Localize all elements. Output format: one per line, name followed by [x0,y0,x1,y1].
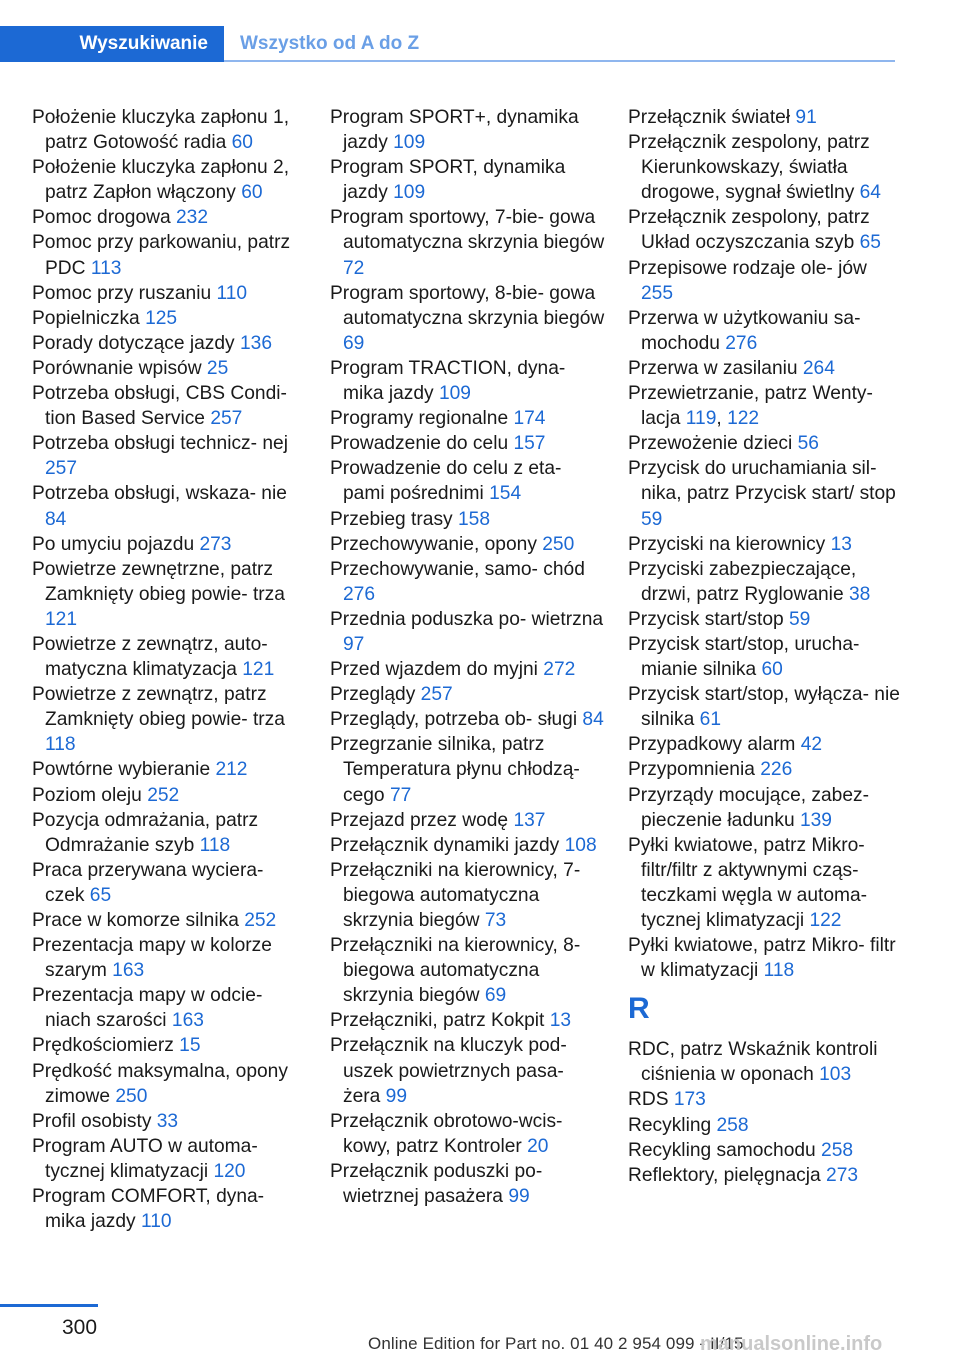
index-entry-text: Popielniczka [32,307,146,329]
page-link[interactable]: 118 [763,960,795,982]
index-entry [330,1109,605,1159]
index-entry-text: Przegrzanie silnika, patrz Temperatura płynu chłodzą‐ cego [330,734,580,806]
index-entry-text: Recykling [628,1114,717,1136]
index-entry [32,858,307,908]
page-link[interactable]: 122 [809,910,842,931]
index-entry-text: Przyciski zabezpieczające, drzwi, patrz Ryglowanie [628,558,857,605]
index-entry [32,908,307,933]
index-entry [330,356,605,406]
index-entry-text: Przed wjazdem do myjni [330,659,544,681]
index-entry-text: Praca przerywana wyciera‐ czek [32,859,264,906]
page-link[interactable]: 13 [549,1010,572,1032]
index-entry-text: Przerwa w zasilaniu [628,357,803,379]
page-link[interactable]: 15 [179,1035,201,1057]
page-link[interactable]: 258 [716,1114,749,1136]
index-entry [628,1113,903,1138]
header-rule [224,60,895,62]
page-link[interactable]: 257 [45,458,78,480]
index-entry [32,557,307,632]
page-link[interactable]: 139 [799,809,832,831]
page-link[interactable]: 91 [795,107,817,128]
page-link[interactable]: 273 [199,533,232,555]
page-link[interactable]: 64 [859,182,881,204]
page-link[interactable]: 77 [389,784,412,806]
index-entry-text: Pozycja odmrażania, patrz Odmrażanie szyb [32,809,259,856]
index-entry [628,632,903,682]
page-link[interactable]: 163 [171,1010,204,1032]
page-link[interactable]: 157 [513,433,546,455]
index-entry-text: Przepisowe rodzaje ole‐ jów [628,257,867,279]
index-entry-text: Profil osobisty [32,1110,157,1132]
index-entry [32,682,307,757]
page-link[interactable]: 99 [508,1186,530,1208]
index-entry-text: Pyłki kwiatowe, patrz Mikro‐ filtr/filtr z aktywnymi cząs‐ teczkami węgla w automa‐ tycznej klimatyzacji [628,834,868,931]
index-entry [32,1184,307,1234]
page-link[interactable]: 264 [802,357,835,379]
index-entry-text: Powietrze z zewnątrz, patrz Zamknięty obieg powie‐ trza [32,684,285,731]
page-link[interactable]: 158 [457,508,490,530]
index-entry-text: RDS [628,1089,674,1111]
index-entry [32,1109,307,1134]
index-entry [330,205,605,280]
tab-a-to-z[interactable] [240,26,419,62]
index-entry [32,1134,307,1184]
index-entry [330,406,605,431]
page-link[interactable]: 109 [393,182,426,204]
index-entry [628,205,903,255]
index-entry-text: Przewożenie dzieci [628,433,798,455]
index-entry-text: Przeglądy [330,684,421,706]
page-link[interactable]: 60 [231,132,253,154]
page-link[interactable]: 108 [564,834,597,856]
page-link[interactable]: 257 [420,684,453,706]
page-link[interactable]: 33 [156,1110,179,1132]
header-tabs [0,26,895,62]
index-entry-text: Program COMFORT, dyna‐ mika jazdy [32,1186,265,1233]
index-entry [330,833,605,858]
page-link[interactable]: 84 [45,508,67,530]
index-entry [628,130,903,205]
index-entry-text: Reflektory, pielęgnacja [628,1164,827,1186]
index-entry [32,331,307,356]
page-link[interactable]: 121 [45,608,78,630]
page-link[interactable]: 212 [215,759,248,781]
index-entry-text: Przeglądy, potrzeba ob‐ sługi [330,709,583,731]
index-entry-text: Prędkość maksymalna, opony zimowe [32,1060,288,1107]
index-entry [628,356,903,381]
index-entry [628,532,903,557]
index-entry-text: Program sportowy, 7-bie‐ gowa automatyczna skrzynia biegów [330,207,605,254]
index-entry-text: Przełącznik świateł [628,107,796,128]
page-link[interactable]: 99 [385,1085,408,1107]
index-entry-text: Przyciski na kierownicy [628,533,831,555]
index-entry-text: Prezentacja mapy w odcie‐ niach szarości [32,985,263,1032]
index-entry-text: Przechowywanie, opony [330,533,543,555]
index-entry-text: Przypadkowy alarm [628,734,801,756]
index-entry [628,456,903,531]
index-entry-text: Potrzeba obsługi, CBS Condi‐ tion Based Service [32,383,287,430]
index-entry-text: Prowadzenie do celu [330,433,514,455]
index-entry [628,306,903,356]
index-entry-text: Przewietrzanie, patrz Wenty‐ lacja [628,383,873,430]
index-entry [32,431,307,481]
page-link[interactable]: 163 [112,960,145,982]
index-entry-text: Poziom oleju [32,784,148,806]
index-entry [330,707,605,732]
page-link[interactable]: 232 [175,207,208,229]
page-link[interactable]: 73 [484,910,507,931]
index-entry [330,1033,605,1108]
page-link[interactable]: 25 [206,357,229,379]
index-entry-text: Przechowywanie, samo‐ chód [330,558,585,580]
index-entry [628,431,903,456]
page-link[interactable]: 56 [797,433,819,455]
index-entry [330,557,605,607]
index-entry [628,732,903,757]
index-entry-text: Porady dotyczące jazdy [32,332,240,354]
index-entry [330,155,605,205]
index-entry-text: Pyłki kwiatowe, patrz Mikro‐ filtr w klimatyzacji [628,935,896,982]
footer-rule [0,1304,98,1307]
index-entry-text: Prace w komorze silnika [32,910,245,931]
page-link[interactable]: 65 [859,232,881,254]
index-entry [330,1159,605,1209]
page-link[interactable]: 20 [527,1135,549,1157]
index-entry-text: Przełącznik zespolony, patrz Układ oczyszczania szyb [628,207,870,254]
index-entry-text: Program SPORT, dynamika jazdy [330,157,566,204]
index-entry-text: Recykling samochodu [628,1139,822,1161]
index-entry: Przewietrzanie, patrz Wenty‐ lacja 119, 122 [628,383,873,430]
index-entry-text: Przycisk start/stop [628,608,789,630]
page-link[interactable]: 258 [821,1139,854,1161]
index-entry [628,757,903,782]
page-link[interactable]: 109 [393,132,426,154]
page-link[interactable]: 154 [489,483,522,505]
page-link[interactable]: 65 [89,884,112,906]
page-link[interactable]: 136 [239,332,272,354]
index-column-1 [32,105,307,1234]
index-entry-text: Przełącznik dynamiki jazdy [330,834,565,856]
index-letter-heading: R [628,992,650,1026]
page-link[interactable]: 110 [140,1211,172,1233]
index-entry [330,607,605,657]
page-link[interactable]: 272 [543,659,576,681]
index-entry-text: Po umyciu pojazdu [32,533,200,555]
page-link[interactable]: 255 [641,282,674,304]
index-entry-text: Przerwa w użytkowaniu sa‐ mochodu [628,307,861,354]
index-entry [32,306,307,331]
index-entry-text: RDC, patrz Wskaźnik kontroli ciśnienia w oponach [628,1039,878,1086]
page-link[interactable]: 250 [542,533,575,555]
page-link[interactable]: 273 [826,1164,859,1186]
page-link[interactable]: 13 [830,533,852,555]
page-link[interactable]: 276 [343,583,376,605]
index-entry-text: Przełącznik obrotowo-wcis‐ kowy, patrz Kontroler [330,1110,563,1157]
index-entry [32,532,307,557]
index-entry [330,532,605,557]
index-entry [628,682,903,732]
index-entry-text: Programy regionalne [330,408,514,430]
index-entry-text: Program AUTO w automa‐ tycznej klimatyzacji [32,1135,258,1182]
page-link[interactable]: 42 [800,734,823,756]
watermark-logo: manualsonline.info [700,1333,883,1355]
page-link[interactable]: 173 [673,1089,706,1111]
tab-search[interactable] [0,26,224,62]
index-entry [330,657,605,682]
page-link[interactable]: 38 [848,583,871,605]
index-entry [330,456,605,506]
page-link[interactable]: 61 [699,709,721,731]
page-link[interactable]: 125 [145,307,178,329]
index-entry-text: Przełącznik zespolony, patrz Kierunkowskazy, światła drogowe, sygnał świetlny [628,132,870,204]
page-link[interactable]: 120 [213,1160,246,1182]
index-entry [32,155,307,205]
edition-text: Online Edition for Part no. 01 40 2 954 099 - II/15 [368,1334,744,1353]
tab-a-to-z-label: Wszystko od A do Z [240,33,420,54]
index-entry-text: Położenie kluczyka zapłonu 1, patrz Gotowość radia [32,107,290,154]
page-link[interactable]: 226 [760,759,793,781]
index-entry [32,205,307,230]
index-entry-text: Położenie kluczyka zapłonu 2, patrz Zapłon włączony [32,157,290,204]
index-entry [330,1008,605,1033]
index-entry [628,607,903,632]
index-entry [628,1163,903,1188]
page-link[interactable]: 60 [761,659,783,681]
index-entry-text: Porównanie wpisów [32,357,207,379]
page-link[interactable]: 110 [216,282,248,304]
page-link[interactable]: 72 [343,257,365,279]
page-link[interactable]: 59 [789,608,811,630]
page-link[interactable]: 252 [244,910,277,931]
index-entry-text: Przejazd przez wodę [330,809,514,831]
page-link[interactable]: 60 [241,182,263,204]
index-entry [628,783,903,833]
index-entry-text: Powietrze z zewnątrz, auto‐ matyczna klimatyzacja [32,633,268,681]
index-entry-text: Prędkościomierz [32,1035,180,1057]
index-entry [32,983,307,1033]
index-entry [32,281,307,306]
index-entry [330,933,605,1008]
index-entry [628,105,903,130]
index-entry [628,1087,903,1112]
page-link[interactable]: 69 [484,985,507,1007]
index-entry [32,808,307,858]
index-entry [32,105,307,155]
index-entry [32,1059,307,1109]
index-entry-text: Pomoc przy ruszaniu [32,282,217,304]
page-link[interactable]: 59 [641,508,663,530]
page-link[interactable]: 122 [727,408,760,430]
page-link[interactable]: 118 [45,734,76,756]
index-entry-text: Przełączniki, patrz Kokpit [330,1010,550,1032]
index-entry [330,105,605,155]
index-entry-text: Przycisk start/stop, wyłącza‐ nie silnika [628,684,900,731]
index-entry [32,230,307,280]
index-entry [628,933,903,983]
index-entry [330,682,605,707]
index-entry-text: Przypomnienia [628,759,761,781]
page-link[interactable]: 69 [343,332,365,354]
index-entry-text: Przycisk do uruchamiania sil‐ nika, patrz Przycisk start/ stop [628,458,896,505]
index-entry-text: Pomoc drogowa [32,207,176,229]
page-link[interactable]: 137 [513,809,546,831]
index-entry [32,933,307,983]
index-entry-text: Przełącznik na kluczyk pod‐ uszek powietrznych pasa‐ żera [330,1035,567,1107]
index-entry [330,281,605,356]
index-entry-text: Powietrze zewnętrzne, patrz Zamknięty obieg powie‐ trza [32,558,285,605]
index-entry-text: Potrzeba obsługi, wskaza‐ nie [32,483,287,505]
page-link[interactable]: 97 [343,633,365,655]
index-entry-text: Przełączniki na kierownicy, 8- biegowa automatyczna skrzynia biegów [330,935,581,1007]
index-entry [628,1138,903,1163]
index-entry [628,557,903,607]
index-entry [628,1037,903,1087]
index-entry-text: Przełączniki na kierownicy, 7- biegowa automatyczna skrzynia biegów [330,859,581,931]
index-entry-text: Prezentacja mapy w kolorze szarym [32,935,272,982]
index-column-2 [330,105,605,1209]
index-entry-text: Program sportowy, 8-bie‐ gowa automatyczna skrzynia biegów [330,282,605,329]
page-link[interactable]: 250 [115,1085,148,1107]
index-entry-text: Przednia poduszka po‐ wietrzna [330,608,604,630]
index-entry-text: Przebieg trasy [330,508,458,530]
page-number: 300 [62,1316,98,1339]
index-entry-text: Program TRACTION, dyna‐ mika jazdy [330,357,566,405]
index-entry-text: Przycisk start/stop, urucha‐ mianie silnika [628,633,860,681]
index-entry [330,507,605,532]
index-entry [330,732,605,807]
index-entry [32,1033,307,1058]
page-link[interactable]: 174 [513,408,546,430]
index-entry [330,431,605,456]
index-entry [628,833,903,933]
index-entry-text: Powtórne wybieranie [32,759,216,781]
tab-search-label: Wyszukiwanie [79,33,208,54]
page-link[interactable]: 121 [242,659,275,681]
page-link[interactable]: 119 [685,408,717,430]
page-link[interactable]: 118 [199,834,231,856]
page-link[interactable]: 276 [725,332,758,354]
page-link[interactable]: 84 [582,709,604,731]
index-entry-text: Prowadzenie do celu z eta‐ pami pośrednimi [330,458,562,505]
page-link[interactable]: 109 [438,383,471,405]
index-entry [32,481,307,531]
index-entry [32,381,307,431]
page-link[interactable]: 103 [819,1064,852,1086]
index-column-3 [628,105,903,1188]
index-entry-text: Program SPORT+, dynamika jazdy [330,107,579,154]
index-entry [32,632,307,682]
index-entry [32,356,307,381]
page-link[interactable]: 257 [210,408,243,430]
page-link[interactable]: 113 [90,257,122,279]
page-link[interactable]: 252 [147,784,180,806]
index-entry [330,858,605,933]
index-entry [32,757,307,782]
index-entry-text: Potrzeba obsługi technicz‐ nej [32,433,288,455]
index-entry-text: Przełącznik poduszki po‐ wietrznej pasażera [330,1160,543,1208]
index-entry [32,783,307,808]
index-entry-text: Przyrządy mocujące, zabez‐ pieczenie ładunku [628,784,869,831]
index-entry [330,808,605,833]
index-entry-text: Pomoc przy parkowaniu, patrz PDC [32,232,291,279]
index-entry [628,256,903,306]
